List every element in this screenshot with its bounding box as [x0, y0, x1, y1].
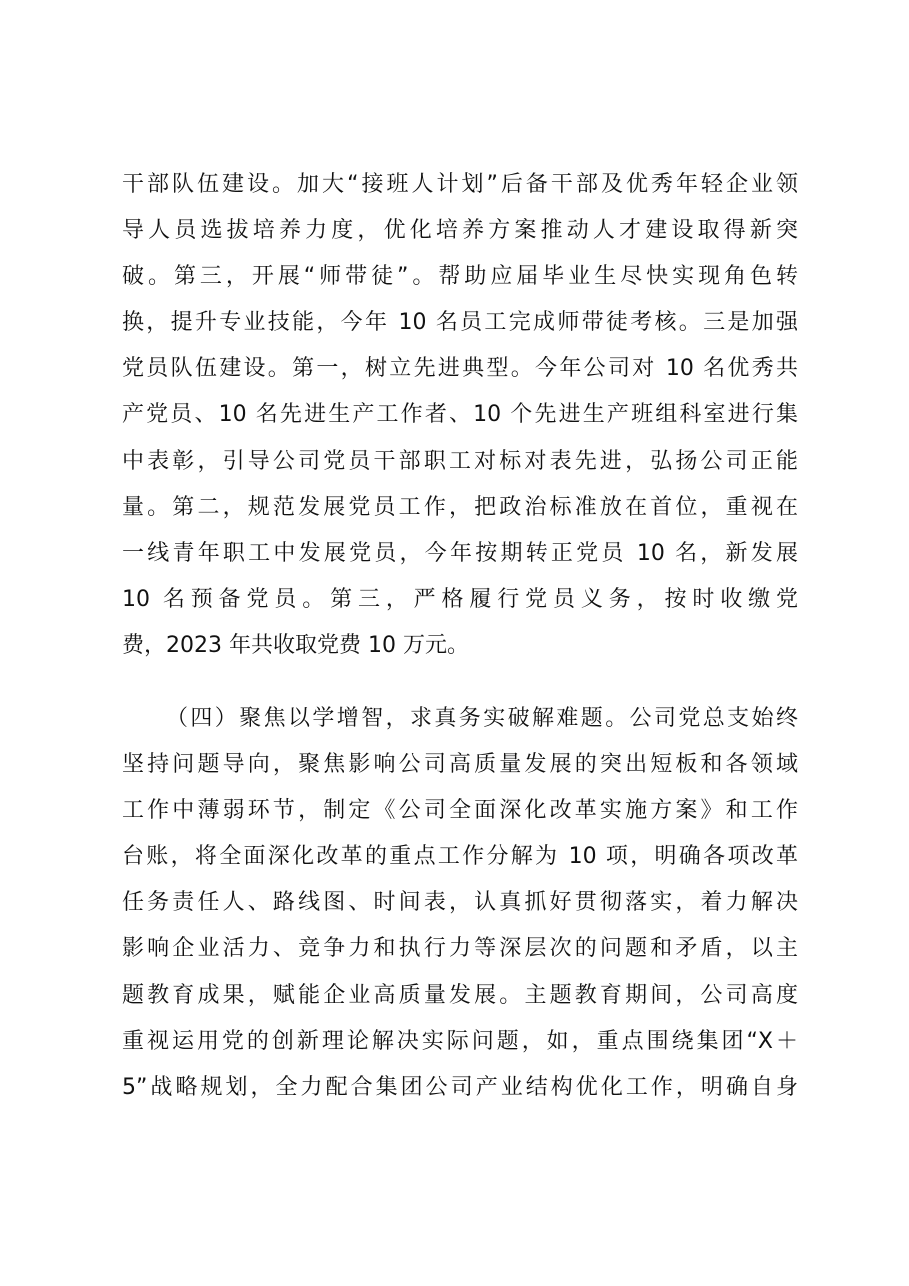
text-line: 产党员、10 名先进生产工作者、10 个先进生产班组科室进行集	[122, 402, 798, 428]
section-heading-line: （四）聚焦以学增智，求真务实破解难题。公司党总支始终	[166, 706, 798, 731]
text-line: 影响企业活力、竞争力和执行力等深层次的问题和矛盾，以主	[122, 936, 798, 962]
text-line: 坚持问题导向，聚焦影响公司高质量发展的突出短板和各领域	[122, 752, 798, 778]
text-line: 费，2023 年共收取党费 10 万元。	[122, 632, 469, 658]
text-line: 中表彰，引导公司党员干部职工对标对表先进，弘扬公司正能	[122, 448, 798, 474]
text-line: 党员队伍建设。第一，树立先进典型。今年公司对 10 名优秀共	[122, 356, 798, 382]
text-line: 破。第三，开展“师带徒”。帮助应届毕业生尽快实现角色转	[122, 264, 798, 290]
text-line: 10 名预备党员。第三，严格履行党员义务，按时收缴党	[122, 586, 798, 612]
text-line: 一线青年职工中发展党员，今年按期转正党员 10 名，新发展	[122, 540, 798, 566]
text-line: 导人员选拔培养力度，优化培养方案推动人才建设取得新突	[122, 218, 798, 244]
text-line: 换，提升专业技能，今年 10 名员工完成师带徒考核。三是加强	[122, 310, 798, 336]
paragraph-party-team-building	[122, 162, 798, 669]
text-line: 工作中薄弱环节，制定《公司全面深化改革实施方案》和工作	[122, 798, 798, 824]
text-line: 重视运用党的创新理论解决实际问题，如，重点围绕集团“X＋	[122, 1028, 798, 1054]
text-line: 5”战略规划，全力配合集团公司产业结构优化工作，明确自身	[122, 1074, 798, 1100]
text-line: 量。第二，规范发展党员工作，把政治标准放在首位，重视在	[122, 494, 798, 520]
paragraph-section-four	[122, 696, 798, 1111]
text-line: 干部队伍建设。加大“接班人计划”后备干部及优秀年轻企业领	[122, 172, 798, 197]
text-line: 台账，将全面深化改革的重点工作分解为 10 项，明确各项改革	[122, 844, 798, 870]
text-line: 题教育成果，赋能企业高质量发展。主题教育期间，公司高度	[122, 982, 798, 1008]
text-line: 任务责任人、路线图、时间表，认真抓好贯彻落实，着力解决	[122, 890, 798, 916]
